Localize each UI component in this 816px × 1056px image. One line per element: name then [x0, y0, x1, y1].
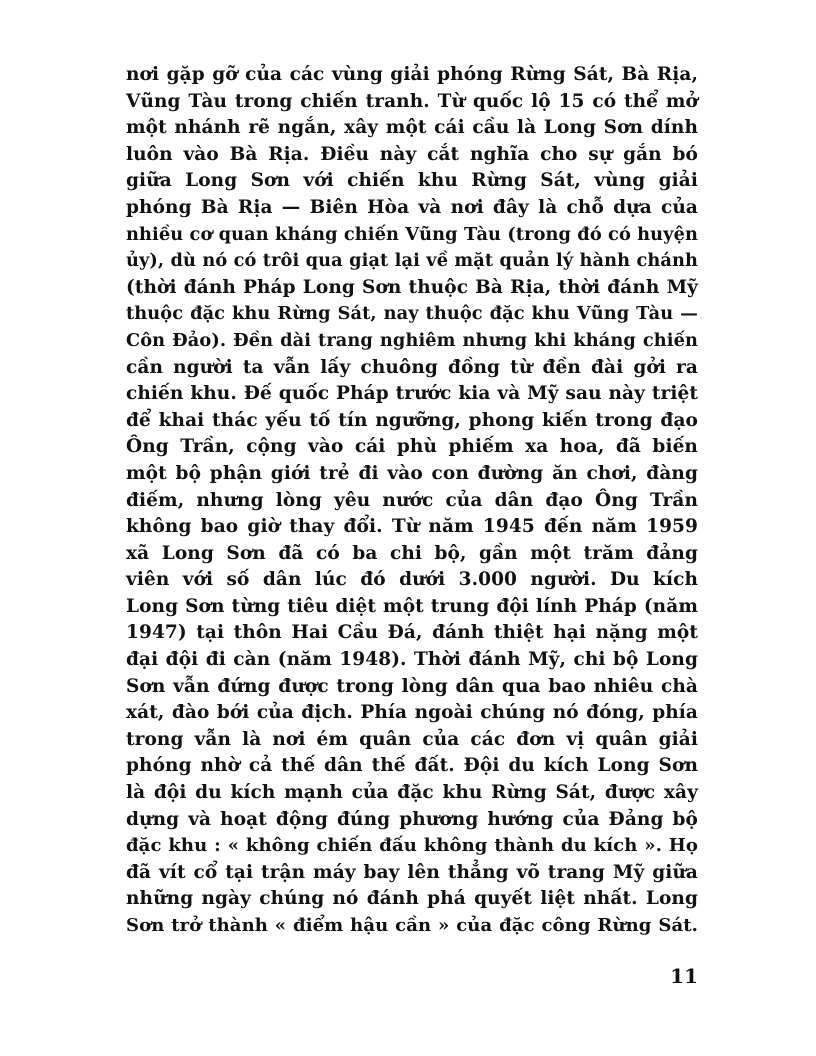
- text-line: luôn vào Bà Rịa. Điều này cắt nghĩa cho sự gắn bó: [126, 143, 698, 165]
- text-line: Ông Trần, cộng vào cái phù phiếm xa hoa, đã biến: [126, 436, 698, 458]
- text-line: Long Sơn từng tiêu diệt một trung đội lính Pháp (năm: [126, 595, 698, 617]
- text-line: dựng và hoạt động đúng phương hướng của Đảng bộ: [126, 808, 698, 830]
- text-line: viên với số dân lúc đó dưới 3.000 người. Du kích: [126, 569, 698, 591]
- text-line: ủy), dù nó có trôi qua giạt lại về mặt quản lý hành chánh: [126, 250, 698, 272]
- text-line: nơi gặp gỡ của các vùng giải phóng Rừng Sát, Bà Rịa,: [126, 64, 698, 85]
- text-line: Sơn trở thành « điểm hậu cần » của đặc công Rừng Sát.: [126, 915, 698, 936]
- text-line: một bộ phận giới trẻ đi vào con đường ăn chơi, đàng: [126, 462, 698, 484]
- text-line: thuộc đặc khu Rừng Sát, nay thuộc đặc khu Vũng Tàu —: [126, 303, 698, 325]
- text-line: nhiều cơ quan kháng chiến Vũng Tàu (trong đó có huyện: [126, 223, 698, 245]
- text-line: xát, đào bới của địch. Phía ngoài chúng nó đóng, phía: [126, 702, 698, 724]
- text-line: đại đội đi càn (năm 1948). Thời đánh Mỹ, chi bộ Long: [126, 649, 698, 671]
- page-number: 11: [670, 964, 698, 988]
- body-text: [126, 62, 698, 940]
- text-line: Côn Đảo). Đền dài trang nghiêm nhưng khi kháng chiến: [126, 329, 698, 351]
- text-line: chiến khu. Đế quốc Pháp trước kia và Mỹ sau này triệt: [126, 383, 698, 405]
- text-line: xã Long Sơn đã có ba chi bộ, gần một trăm đảng: [126, 542, 698, 564]
- text-line: phóng nhờ cả thế dân thế đất. Đội du kích Long Sơn: [126, 755, 698, 777]
- text-line: phóng Bà Rịa — Biên Hòa và nơi đây là chỗ dựa của: [126, 196, 698, 218]
- text-line: trong vẫn là nơi ém quân của các đơn vị quân giải: [126, 728, 698, 750]
- text-line: (thời đánh Pháp Long Sơn thuộc Bà Rịa, thời đánh Mỹ: [126, 276, 698, 298]
- text-line: điếm, nhưng lòng yêu nước của dân đạo Ông Trần: [126, 489, 698, 511]
- text-line: Sơn vẫn đứng được trong lòng dân qua bao nhiêu chà: [126, 675, 698, 697]
- text-line: cần người ta vẫn lấy chuông đồng từ đền đài gởi ra: [126, 356, 698, 378]
- text-line: Vũng Tàu trong chiến tranh. Từ quốc lộ 15 có thể mở: [126, 90, 698, 112]
- text-line: để khai thác yếu tố tín ngưỡng, phong kiến trong đạo: [126, 409, 698, 431]
- text-line: đặc khu : « không chiến đấu không thành du kích ». Họ: [126, 835, 698, 857]
- text-line: đã vít cổ tại trận máy bay lên thẳng võ trang Mỹ giữa: [126, 861, 698, 883]
- text-line: không bao giờ thay đổi. Từ năm 1945 đến năm 1959: [126, 516, 698, 538]
- text-line: những ngày chúng nó đánh phá quyết liệt nhất. Long: [126, 888, 698, 910]
- text-line: là đội du kích mạnh của đặc khu Rừng Sát, được xây: [126, 782, 698, 804]
- text-line: 1947) tại thôn Hai Cầu Đá, đánh thiệt hại nặng một: [126, 622, 698, 644]
- text-line: một nhánh rẽ ngắn, xây một cái cầu là Long Sơn dính: [126, 117, 698, 139]
- text-line: giữa Long Sơn với chiến khu Rừng Sát, vùng giải: [126, 170, 698, 192]
